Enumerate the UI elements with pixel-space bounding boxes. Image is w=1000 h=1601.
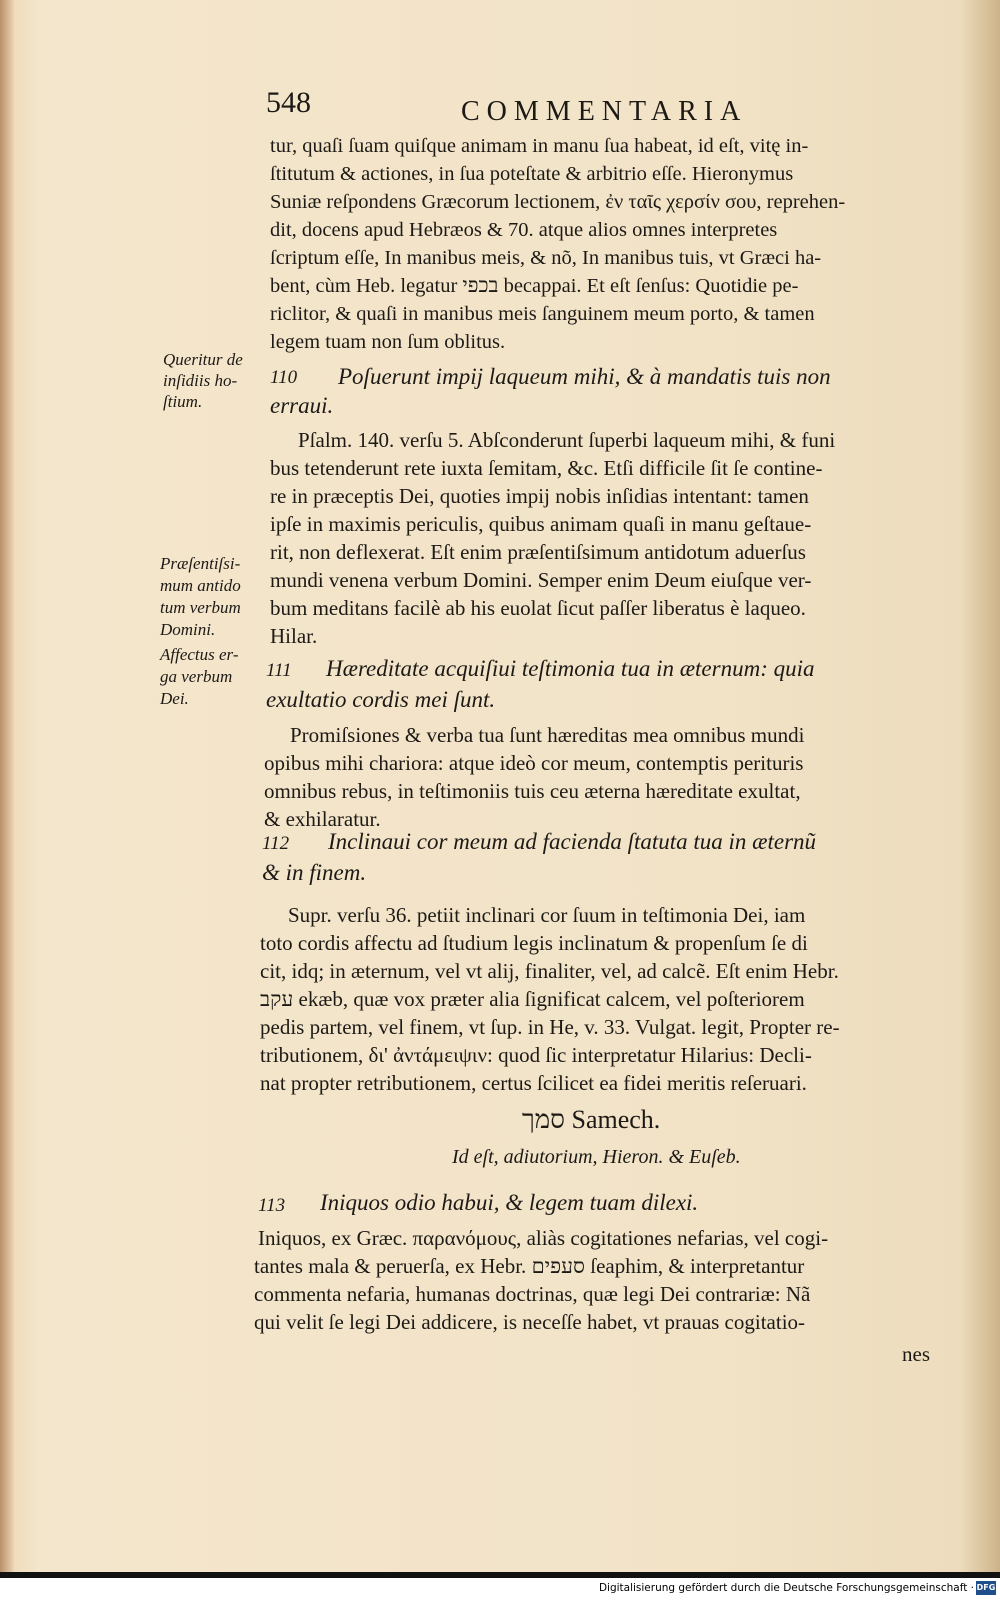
text-line: mundi venena verbum Domini. Semper enim Deum eiuſque ver-	[270, 568, 812, 592]
text-line: Pſalm. 140. verſu 5. Abſconderunt ſuperbi laqueum mihi, & funi	[298, 428, 836, 452]
margin-note-line: ga verbum	[160, 667, 233, 686]
text-line: bus tetenderunt rete iuxta ſemitam, &c. Etſi difficile ſit ſe contine-	[270, 456, 823, 480]
margin-note-line: Præſentiſsi-	[160, 554, 241, 573]
verse-line: Iniquos odio habui, & legem tuam dilexi.	[320, 1190, 699, 1215]
margin-note-line: tum verbum	[160, 598, 241, 617]
text-line: עקב ekæb, quæ vox præter alia ſignificat calcem, vel poſteriorem	[260, 987, 805, 1011]
text-line: Promiſsiones & verba tua ſunt hæreditas mea omnibus mundi	[290, 723, 805, 747]
catchword: nes	[902, 1342, 930, 1366]
funding-credit: Digitalisierung gefördert durch die Deutsche Forschungsgemeinschaft ·	[598, 1582, 974, 1594]
verse-line: Inclinaui cor meum ad facienda ſtatuta tua in æternũ	[328, 829, 817, 854]
text-line: legem tuam non ſum oblitus.	[270, 331, 506, 353]
running-head: COMMENTARIA	[461, 96, 748, 127]
verse-line: erraui.	[270, 393, 334, 418]
text-line: Iniquos, ex Græc. παρανόμους, aliàs cogitationes nefarias, vel cogi-	[258, 1226, 829, 1250]
text-line: tributionem, δι' ἀντάμειψιν: quod ſic interpretatur Hilarius: Decli-	[260, 1043, 812, 1067]
verse-number: 111	[266, 660, 292, 681]
dfg-logo: DFG	[976, 1581, 996, 1595]
text-line: nat propter retributionem, certus ſcilicet ea fidei meritis reſeruari.	[260, 1071, 807, 1095]
section-heading: סמך Samech.	[522, 1105, 661, 1134]
text-line: commenta nefaria, humanas doctrinas, quæ legi Dei contrariæ: Nã	[254, 1282, 811, 1306]
text-line: dit, docens apud Hebræos & 70. atque alios omnes interpretes	[270, 219, 778, 241]
text-line: ſtitutum & actiones, in ſua poteſtate & arbitrio eſſe. Hieronymus	[270, 163, 794, 185]
text-line: pedis partem, vel finem, vt ſup. in He, v. 33. Vulgat. legit, Propter re-	[260, 1015, 840, 1039]
margin-note-line: ſtium.	[163, 392, 203, 411]
text-line: toto cordis affectu ad ſtudium legis inclinatum & propenſum ſe di	[260, 931, 808, 955]
verse-number: 112	[262, 833, 290, 854]
text-line: ipſe in maximis periculis, quibus animam quaſi in manu geſtaue-	[270, 512, 812, 536]
margin-note-line: mum antido	[160, 576, 241, 595]
margin-note-line: Domini.	[160, 620, 216, 639]
text-line: qui velit ſe legi Dei addicere, is neceſſe habet, vt prauas cogitatio-	[254, 1310, 806, 1334]
text-line: rit, non deflexerat. Eſt enim præſentiſsimum antidotum aduerſus	[270, 540, 806, 564]
text-line: tantes mala & peruerſa, ex Hebr. סעפים ſeaphim, & interpretantur	[254, 1254, 805, 1278]
text-line: Hilar.	[270, 624, 318, 648]
page-number: 548	[266, 86, 311, 119]
verse-line: & in finem.	[262, 860, 367, 885]
text-line: & exhilaratur.	[264, 807, 381, 831]
text-line: tur, quaſi ſuam quiſque animam in manu ſua habeat, id eſt, vitę in-	[270, 135, 809, 157]
text-line: ſcriptum eſſe, In manibus meis, & nõ, In manibus tuis, vt Græci ha-	[270, 247, 822, 269]
margin-note-line: Queritur de	[163, 350, 243, 369]
margin-note-line: Affectus er-	[160, 645, 239, 664]
margin-note-line: Dei.	[160, 689, 189, 708]
text-line: opibus mihi chariora: atque ideò cor meum, contemptis perituris	[264, 751, 804, 775]
text-line: omnibus rebus, in teſtimoniis tuis ceu æterna hæreditate exultat,	[264, 779, 801, 803]
footer	[0, 1578, 1000, 1601]
section-subheading: Id eſt, adiutorium, Hieron. & Euſeb.	[452, 1146, 741, 1168]
margin-note-line: inſidiis ho-	[163, 371, 238, 390]
text-line: re in præceptis Dei, quoties impij nobis inſidias intentant: tamen	[270, 484, 809, 508]
text-line: Suniæ reſpondens Græcorum lectionem, ἐν ταῖς χερσίν σου, reprehen-	[270, 191, 846, 213]
verse-number: 113	[258, 1195, 286, 1216]
binding-edge	[0, 0, 14, 1572]
verse-line: exultatio cordis mei ſunt.	[266, 687, 496, 712]
text-line: bent, cùm Heb. legatur בכפי becappai. Et eſt ſenſus: Quotidie pe-	[270, 275, 799, 297]
text-line: Supr. verſu 36. petiit inclinari cor ſuum in teſtimonia Dei, iam	[288, 903, 806, 927]
verse-number: 110	[270, 367, 298, 388]
verse-line: Hæreditate acquiſiui teſtimonia tua in æternum: quia	[326, 656, 815, 681]
text-line: bum meditans facilè ab his euolat ſicut paſſer liberatus è laqueo.	[270, 596, 806, 620]
verse-line: Poſuerunt impij laqueum mihi, & à mandatis tuis non	[338, 364, 831, 389]
text-line: riclitor, & quaſi in manibus meis ſanguinem meum porto, & tamen	[270, 303, 815, 325]
text-line: cit, idq; in æternum, vel vt alij, finaliter, vel, ad calcẽ. Eſt enim Hebr.	[260, 959, 839, 983]
